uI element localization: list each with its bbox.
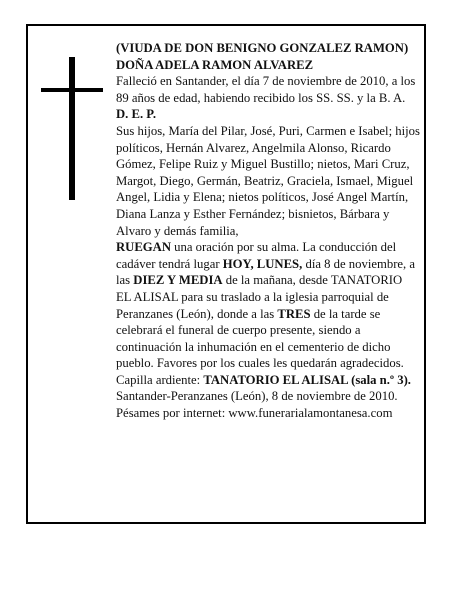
funeral-text-2: día 8 de noviembre, a las — [116, 256, 416, 288]
deceased-name: DOÑA ADELA RAMON ALVAREZ — [116, 57, 314, 72]
funeral-text-3: de la mañana, desde TANATORIO EL ALISAL para su traslado a la iglesia parroquial de Peranzanes (León), donde a las — [116, 273, 403, 321]
widow-of-line: (VIUDA DE DON BENIGNO GONZALEZ RAMON) — [116, 41, 409, 55]
condolences-line: Pésames por internet: www.funerarialamontanesa.com — [116, 406, 393, 421]
funeral-text-1: una oración por su alma. La conducción del cadáver tendrá lugar — [116, 240, 397, 271]
hoy-lunes-text: HOY, LUNES, — [222, 256, 303, 271]
family-list: Sus hijos, María del Pilar, José, Puri, Carmen e Isabel; hijos políticos, Hernán Alvarez, Angelmila Alonso, Ricardo Gómez, Felipe Ruiz y Miguel Bustillo; nietos, Mari Cruz, Margot, Diego, Germán, Beatriz, Graciela, Ismael, Miguel Angel, Lidia y Elena; nietos políticos, José Angel Martín, Diana Lanza y Esther Fernández; bisnietos, Bárbara y Alvaro y demás familia, — [116, 123, 420, 238]
ruegan-text: RUEGAN — [116, 240, 171, 255]
death-announcement: Falleció en Santander, el día 7 de noviembre de 2010, a los 89 años de edad, habiendo recibido los SS. SS. y la B. A. — [116, 74, 416, 105]
funeral-text-4: de la tarde se celebrará el funeral de cuerpo presente, siendo a continuación la inhumación en el cementerio de dicho pueblo. Favores por los cuales les quedarán agradecidos. Capilla ardiente: — [116, 306, 404, 387]
obituary-notice — [26, 24, 426, 524]
chapel-location: TANATORIO EL ALISAL (sala n.º 3). — [203, 372, 411, 387]
funeral-details — [116, 239, 420, 388]
obituary-text — [116, 40, 420, 422]
cross-icon — [69, 57, 75, 200]
dep-line: D. E. P. — [116, 107, 157, 122]
diez-y-media-text: DIEZ Y MEDIA — [133, 273, 223, 288]
cross-icon-bar — [41, 88, 103, 92]
place-and-date: Santander-Peranzanes (León), 8 de noviembre de 2010. — [116, 389, 398, 404]
tres-text: TRES — [277, 306, 311, 321]
